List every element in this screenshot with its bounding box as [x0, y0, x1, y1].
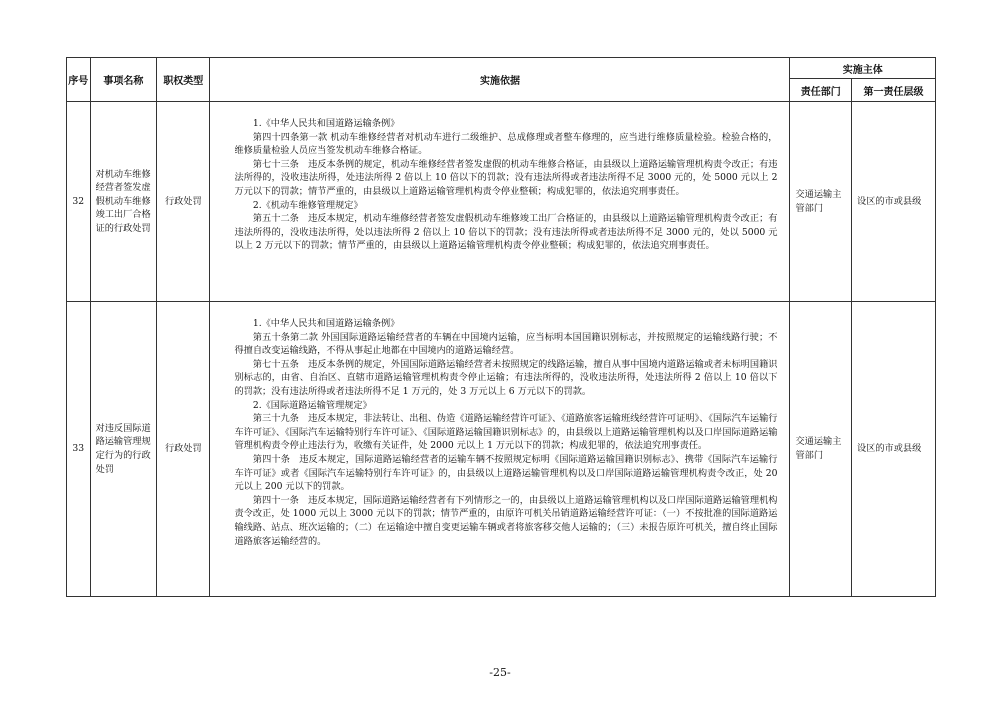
header-responsible-dept: 责任部门 [790, 79, 851, 102]
table-row [67, 102, 936, 302]
basis-paragraph: 2.《国际道路运输管理规定》 [252, 399, 372, 411]
header-item-name: 事项名称 [90, 58, 157, 102]
header-basis: 实施依据 [210, 58, 790, 102]
row-responsibility-level: 设区的市或县级 [851, 302, 935, 597]
basis-paragraph: 1.《中华人民共和国道路运输条例》 [252, 118, 400, 129]
row-responsible-dept: 交通运输主管部门 [790, 102, 851, 302]
row-responsible-dept: 交通运输主管部门 [790, 302, 851, 597]
table-row [67, 302, 936, 597]
row-seq: 32 [67, 102, 91, 302]
basis-paragraph: 第三十九条 违反本规定，非法转让、出租、伪造《道路运输经营许可证》、《道路旅客运输班线经营许可证明》、《国际汽车运输行车许可证》、《国际汽车运输特别行车许可证》、《国际道路运输国籍识别标志》的，由县级以上道路运输管理机构以及口岸国际道路运输管理机构责令停止违法行为，收缴有关证件，处 2000 元以上 1 万元以下的罚款；构成犯罪的，依法追究刑事责任。 [234, 413, 778, 452]
basis-paragraph: 第四十一条 违反本规定，国际道路运输经营者有下列情形之一的，由县级以上道路运输管理机构以及口岸国际道路运输管理机构责令改正，处 1000 元以上 3000 元以下的罚款；情节严重的，由原许可机关吊销道路运输经营许可证：（一）不按批准的国际道路运输线路、站点、班次运输的；（二）在运输途中擅自变更运输车辆或者将旅客移交他人运输的；（三）未报告原许可机关，擅自终止国际道路旅客运输经营的。 [234, 494, 778, 547]
row-basis [210, 102, 790, 302]
basis-paragraph: 第七十五条 违反本条例的规定，外国国际道路运输经营者未按照规定的线路运输，擅自从事中国境内道路运输或者未标明国籍识别标志的，由省、自治区、直辖市道路运输管理机构责令停止运输；有违法所得的，没收违法所得，处违法所得 2 倍以上 10 倍以下的罚款；没有违法所得或者违法所得不足 1 万元的，处 3 万元以上 6 万元以下的罚款。 [234, 358, 778, 397]
row-responsibility-level: 设区的市或县级 [851, 102, 935, 302]
basis-paragraph: 第七十三条 违反本条例的规定，机动车维修经营者签发虚假的机动车维修合格证，由县级以上道路运输管理机构责令改正；有违法所得的，没收违法所得，处违法所得 2 倍以上 10 倍以下的罚款；没有违法所得或者违法所得不足 3000 元的，处 5000 元以上 2 万元以下的罚款；情节严重的，由县级以上道路运输管理机构责令停业整顿；构成犯罪的，依法追究刑事责任。 [234, 158, 778, 197]
header-responsibility-level: 第一责任层级 [851, 79, 935, 102]
page-number: -25- [489, 666, 511, 679]
header-seq: 序号 [67, 58, 91, 102]
basis-paragraph: 第四十四条第一款 机动车维修经营者对机动车进行二级维护、总成修理或者整车修理的，应当进行维修质量检验。检验合格的，维修质量检验人员应当签发机动车维修合格证。 [234, 131, 778, 157]
basis-paragraph: 1.《中华人民共和国道路运输条例》 [252, 318, 400, 329]
row-item-name: 对机动车维修经营者签发虚假机动车维修竣工出厂合格证的行政处罚 [90, 102, 157, 302]
basis-paragraph: 第四十条 违反本规定，国际道路运输经营者的运输车辆不按照规定标明《国际道路运输国籍识别标志》、携带《国际汽车运输行车许可证》或者《国际汽车运输特别行车许可证》的，由县级以上道路运输管理机构以及口岸国际道路运输管理机构责令改正，处 20 元以上 200 元以下的罚款。 [234, 453, 778, 493]
row-power-type: 行政处罚 [157, 102, 210, 302]
row-power-type: 行政处罚 [157, 302, 210, 597]
basis-paragraph: 第五十条第二款 外国国际道路运输经营者的车辆在中国境内运输，应当标明本国国籍识别标志，并按照规定的运输线路行驶；不得擅自改变运输线路，不得从事起止地都在中国境内的道路运输经营。 [234, 331, 778, 357]
basis-paragraph: 第五十二条 违反本规定，机动车维修经营者签发虚假机动车维修竣工出厂合格证的，由县级以上道路运输管理机构责令改正；有违法所得的，没收违法所得，处以违法所得 2 倍以上 10 倍以下的罚款；没有违法所得或者违法所得不足 3000 元的，处以 5000 元以上 2 万元以下的罚款；情节严重的，由县级以上道路运输管理机构责令停业整顿；构成犯罪的，依法追究刑事责任。 [234, 213, 778, 252]
row-item-name: 对违反国际道路运输管理规定行为的行政处罚 [90, 302, 157, 597]
row-seq: 33 [67, 302, 91, 597]
enforcement-table [66, 57, 936, 597]
header-subject: 实施主体 [790, 58, 936, 79]
header-power-type: 职权类型 [157, 58, 210, 102]
row-basis [210, 302, 790, 597]
basis-paragraph: 2.《机动车维修管理规定》 [252, 199, 363, 211]
